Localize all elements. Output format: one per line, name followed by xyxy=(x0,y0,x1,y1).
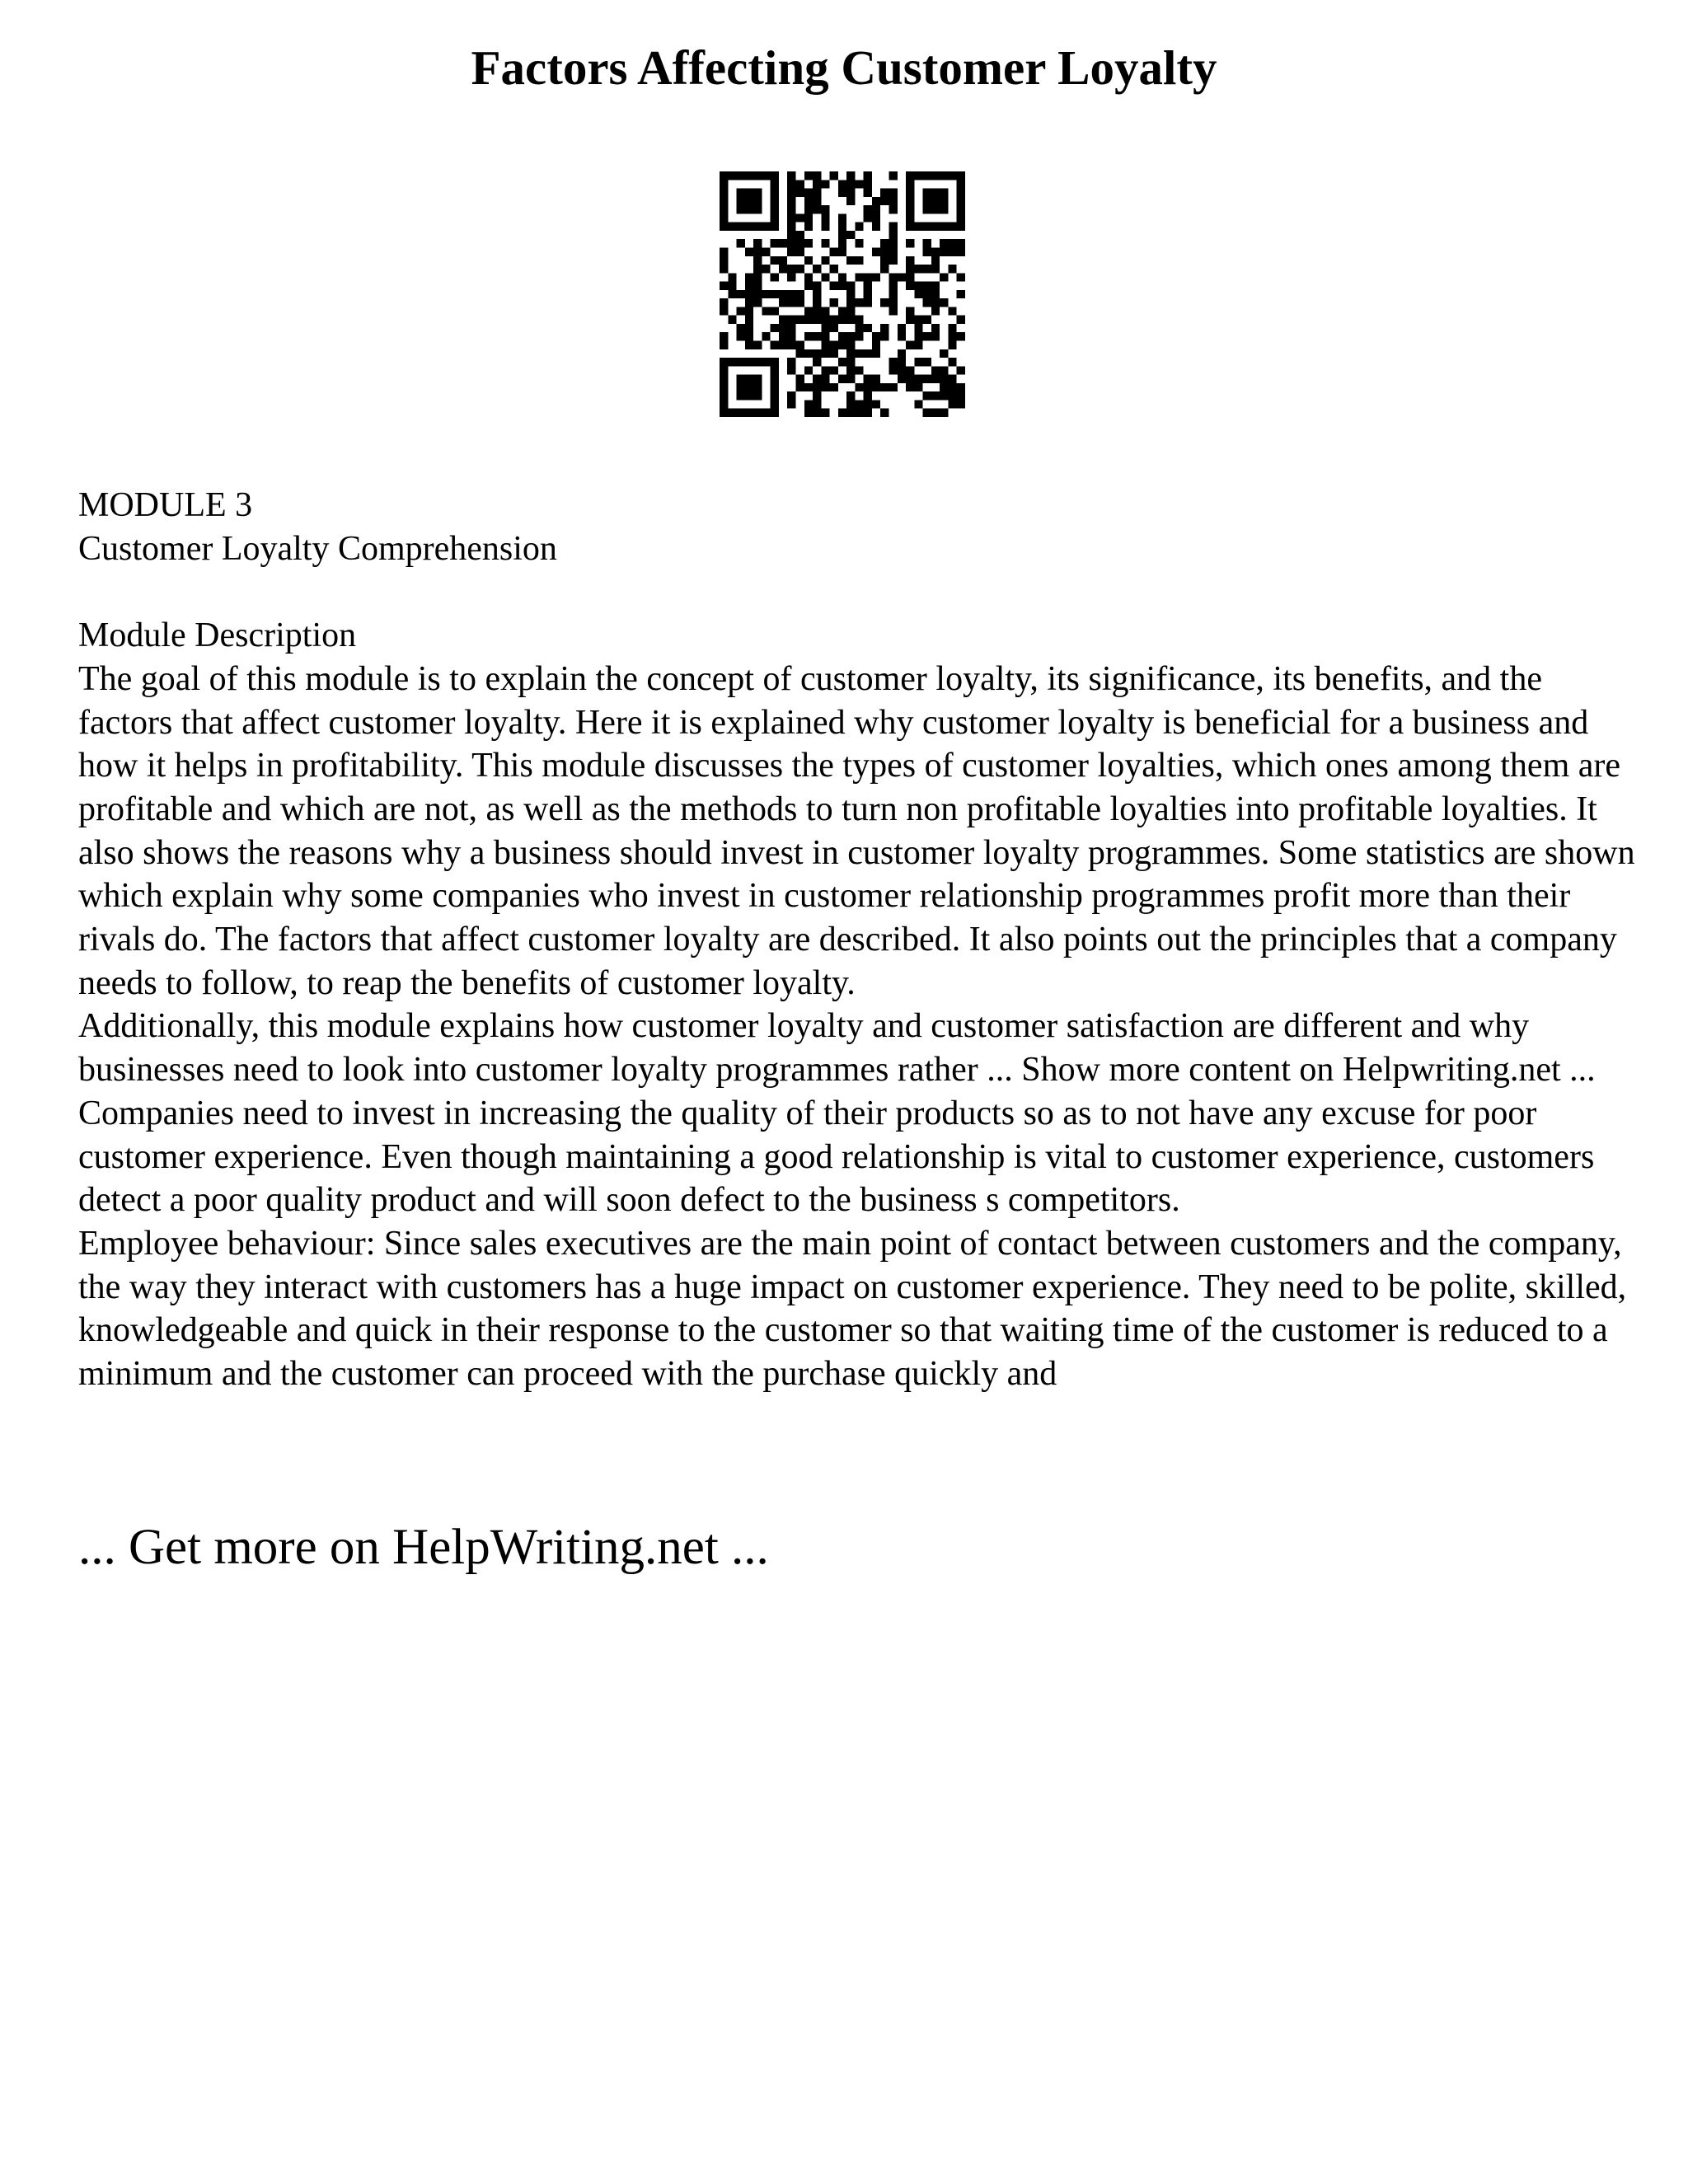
paragraph: Companies need to invest in increasing the quality of their products so as to not have any excuse for poor customer experience. Even though maintaining a good relationship is vital to customer experience, customers detect a poor quality product and will soon defect to the business s competitors. xyxy=(78,1094,1595,1220)
get-more-link[interactable]: ... Get more on HelpWriting.net ... xyxy=(78,1520,769,1575)
page-title: Factors Affecting Customer Loyalty xyxy=(471,40,1217,95)
section-heading: Module Description xyxy=(78,616,357,655)
paragraph: Additionally, this module explains how customer loyalty and customer satisfaction are different and why businesses need to look into customer loyalty programmes rather ... Show more content on Helpwriting.net ... xyxy=(78,1007,1596,1090)
qr-code-icon xyxy=(720,171,965,417)
module-number: MODULE 3 xyxy=(78,486,253,524)
paragraph: Employee behaviour: Since sales executives are the main point of contact between customers and the company, the way they interact with customers has a huge impact on customer experience. They need to be polite, skilled, knowledgeable and quick in their response to the customer so that waiting time of the customer is reduced to a minimum and the customer can proceed with the purchase quickly and xyxy=(78,1224,1627,1394)
document-body xyxy=(78,484,1644,1396)
module-name: Customer Loyalty Comprehension xyxy=(78,529,557,568)
paragraph: The goal of this module is to explain the concept of customer loyalty, its significance, its benefits, and the factors that affect customer loyalty. Here it is explained why customer loyalty is beneficial for a business and how it helps in profitability. This module discusses the types of customer loyalties, which ones among them are profitable and which are not, as well as the methods to turn non profitable loyalties into profitable loyalties. It also shows the reasons why a business should invest in customer loyalty programmes. Some statistics are shown which explain why some companies who invest in customer relationship programmes profit more than their rivals do. The factors that affect customer loyalty are described. It also points out the principles that a company needs to follow, to reap the benefits of customer loyalty. xyxy=(78,659,1635,1002)
section-spacer xyxy=(78,570,1644,614)
